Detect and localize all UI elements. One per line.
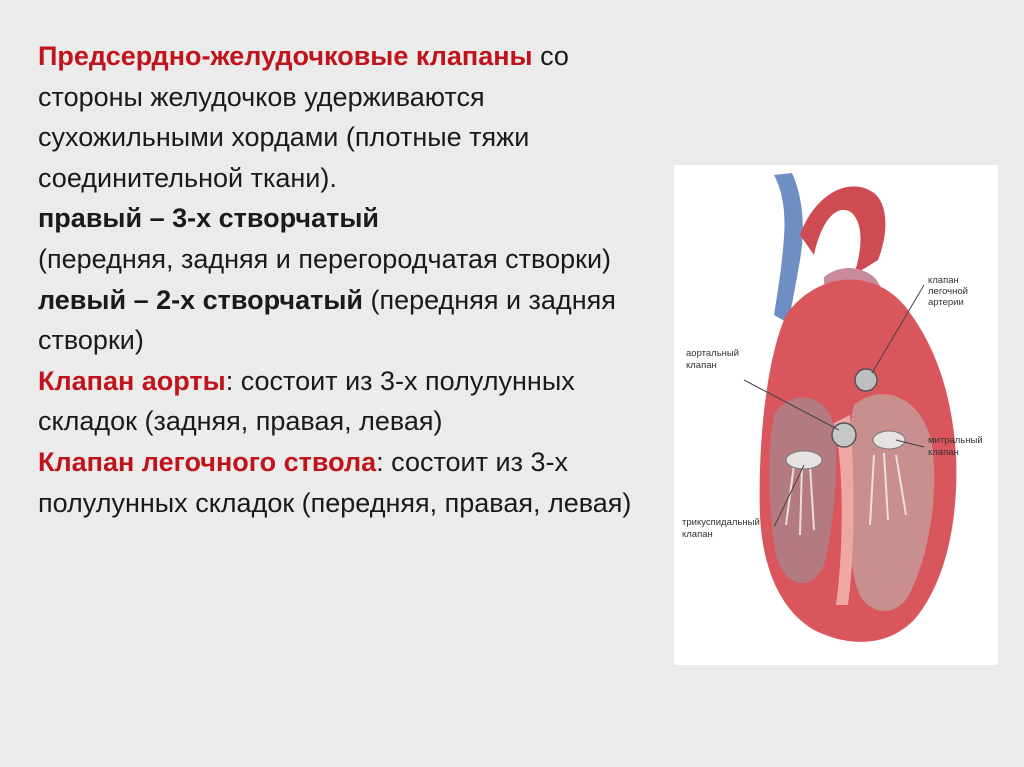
mitral-valve-label-2: клапан — [928, 447, 959, 458]
pulmonary-valve-shape — [855, 369, 877, 391]
heart-illustration — [674, 165, 998, 665]
paragraph-aortic-valve — [38, 361, 648, 442]
right-valve-description: (передняя, задняя и перегородчатая створки) — [38, 243, 612, 274]
paragraph-right-valve — [38, 198, 648, 279]
tricuspid-valve-shape — [786, 451, 822, 469]
aortic-valve-shape — [832, 423, 856, 447]
right-ventricle-cavity — [769, 397, 836, 583]
aortic-valve-label-1: аортальный — [686, 348, 740, 359]
left-valve-description: (передняя и задняя створки) — [38, 284, 616, 356]
mitral-valve-label-1: митральный — [928, 435, 983, 446]
term-right-valve: правый – 3-х створчатый — [38, 203, 379, 234]
pulmonary-valve-label-3: артерии — [928, 297, 964, 308]
heart-valves-figure — [674, 165, 998, 665]
pulmonary-valve-description: : состоит из 3-х полулунных складок (передняя, правая, левая) — [38, 446, 632, 518]
aortic-valve-label-2: клапан — [686, 360, 717, 371]
tricuspid-valve-label-1: трикуспидальный — [682, 517, 760, 528]
aortic-valve-description: : состоит из 3-х полулунных складок (задняя, правая, левая) — [38, 365, 575, 437]
pulmonary-valve-label-2: легочной — [928, 286, 968, 297]
mitral-valve-shape — [873, 431, 905, 449]
term-aortic-valve: Клапан аорты — [38, 365, 226, 396]
slide-text — [38, 36, 648, 523]
tricuspid-valve-label-2: клапан — [682, 529, 713, 540]
term-av-valves: Предсердно-желудочковые клапаны — [38, 41, 533, 71]
paragraph-pulmonary-valve — [38, 442, 648, 523]
vena-cava-shape — [774, 173, 803, 323]
paragraph-av-valves — [38, 36, 648, 198]
term-pulmonary-valve: Клапан легочного ствола — [38, 446, 377, 477]
av-valves-description: со стороны желудочков удерживаются сухожильными хордами (плотные тяжи соединительной ткани). — [38, 41, 569, 193]
paragraph-left-valve — [38, 280, 648, 361]
pulmonary-valve-label-1: клапан — [928, 275, 959, 286]
term-left-valve: левый – 2-х створчатый — [38, 284, 363, 315]
aortic-arch-shape — [800, 186, 885, 275]
